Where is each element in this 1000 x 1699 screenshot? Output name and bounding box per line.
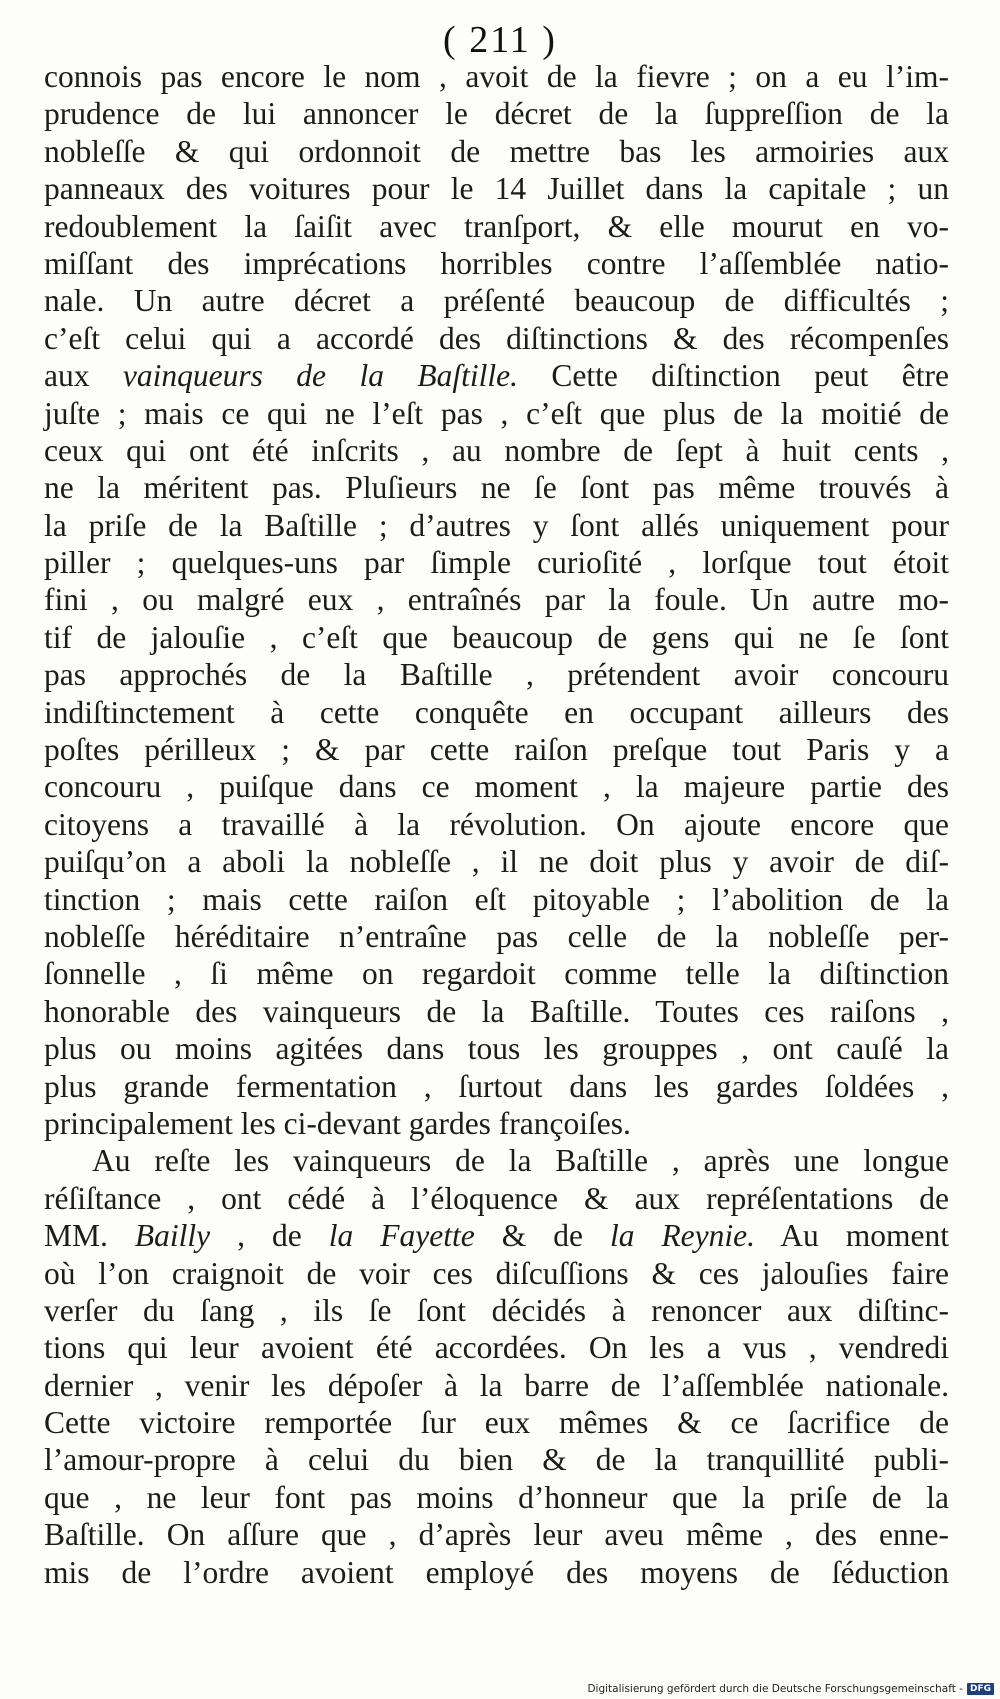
text-line: plus grande fermentation , ſurtout dans les gardes ſoldées , <box>44 1068 949 1104</box>
text-line: piller ; quelques-uns par ſimple curioſité , lorſque tout étoit <box>44 545 949 581</box>
text-line: nobleſſe & qui ordonnoit de mettre bas les armoiries aux <box>44 133 949 169</box>
text-line: nale. Un autre décret a préſenté beaucoup de difficultés ; <box>44 283 949 319</box>
paragraph-start-line: Au reſte les vainqueurs de la Baſtille , après une longue <box>92 1143 949 1179</box>
text-line: tif de jalouſie , c’eſt que beaucoup de gens qui ne ſe ſont <box>44 619 949 655</box>
text-line: juſte ; mais ce qui ne l’eſt pas , c’eſt que plus de la moitié de <box>44 395 949 431</box>
text-line: poſtes périlleux ; & par cette raiſon preſque tout Paris y a <box>44 732 949 768</box>
text-line: l’amour-propre à celui du bien & de la tranquillité publi- <box>44 1442 949 1478</box>
text-line: tions qui leur avoient été accordées. On les a vus , vendredi <box>44 1330 949 1366</box>
text-line: tinction ; mais cette raiſon eſt pitoyable ; l’abolition de la <box>44 881 949 917</box>
text-line: honorable des vainqueurs de la Baſtille. Toutes ces raiſons , <box>44 993 949 1029</box>
text-line: miſſant des imprécations horribles contre l’aſſemblée natio- <box>44 245 949 281</box>
text-line: ceux qui ont été inſcrits , au nombre de ſept à huit cents , <box>44 432 949 468</box>
text-line: MM. Bailly , de la Fayette & de la Reynie. Au moment <box>44 1218 949 1254</box>
text-line: puiſqu’on a aboli la nobleſſe , il ne doit plus y avoir de diſ- <box>44 844 949 880</box>
credit-text: Digitalisierung gefördert durch die Deutsche Forschungsgemeinschaft - <box>587 1683 963 1695</box>
text-line: dernier , venir les dépoſer à la barre de l’aſſemblée nationale. <box>44 1367 949 1403</box>
text-line: pas approchés de la Baſtille , prétendent avoir concouru <box>44 657 949 693</box>
text-line: redoublement la ſaiſit avec tranſport, & elle mourut en vo- <box>44 208 949 244</box>
text-line: prudence de lui annoncer le décret de la ſuppreſſion de la <box>44 96 949 132</box>
text-line: nobleſſe héréditaire n’entraîne pas celle de la nobleſſe per- <box>44 918 949 954</box>
text-line: aux vainqueurs de la Baſtille. Cette diſtinction peut être <box>44 358 950 394</box>
digitization-credit <box>587 1683 994 1695</box>
text-line: mis de l’ordre avoient employé des moyens de ſéduction <box>44 1554 949 1590</box>
page-number: ( 211 ) <box>443 19 557 61</box>
text-line: panneaux des voitures pour le 14 Juillet dans la capitale ; un <box>44 171 949 207</box>
text-line: c’eſt celui qui a accordé des diſtinctions & des récompenſes <box>44 320 949 356</box>
body-text <box>44 58 949 1591</box>
text-line: Cette victoire remportée ſur eux mêmes & ce ſacrifice de <box>44 1405 949 1441</box>
text-line: réſiſtance , ont cédé à l’éloquence & aux repréſentations de <box>44 1180 949 1216</box>
text-line: que , ne leur font pas moins d’honneur que la priſe de la <box>44 1479 949 1515</box>
text-line: concouru , puiſque dans ce moment , la majeure partie des <box>44 769 949 805</box>
text-line: la priſe de la Baſtille ; d’autres y ſont allés uniquement pour <box>44 507 949 543</box>
text-line: indiſtinctement à cette conquête en occupant ailleurs des <box>44 694 949 730</box>
text-line: connois pas encore le nom , avoit de la fievre ; on a eu l’im- <box>44 59 949 94</box>
text-line: plus ou moins agitées dans tous les grouppes , ont cauſé la <box>44 1031 949 1067</box>
text-line: où l’on craignoit de voir ces diſcuſſions & ces jalouſies faire <box>44 1255 949 1291</box>
text-line: verſer du ſang , ils ſe ſont décidés à renoncer aux diſtinc- <box>44 1292 949 1328</box>
text-line: ne la méritent pas. Pluſieurs ne ſe ſont pas même trouvés à <box>44 470 949 506</box>
text-line: ſonnelle , ſi même on regardoit comme telle la diſtinction <box>44 956 949 992</box>
text-line: Baſtille. On aſſure que , d’après leur aveu même , des enne- <box>44 1517 949 1553</box>
dfg-logo: DFG <box>967 1683 994 1695</box>
text-line: fini , ou malgré eux , entraînés par la foule. Un autre mo- <box>44 582 949 618</box>
text-line: citoyens a travaillé à la révolution. On ajoute encore que <box>44 806 949 842</box>
paragraph-end-line: principalement les ci-devant gardes françoiſes. <box>44 1105 631 1141</box>
